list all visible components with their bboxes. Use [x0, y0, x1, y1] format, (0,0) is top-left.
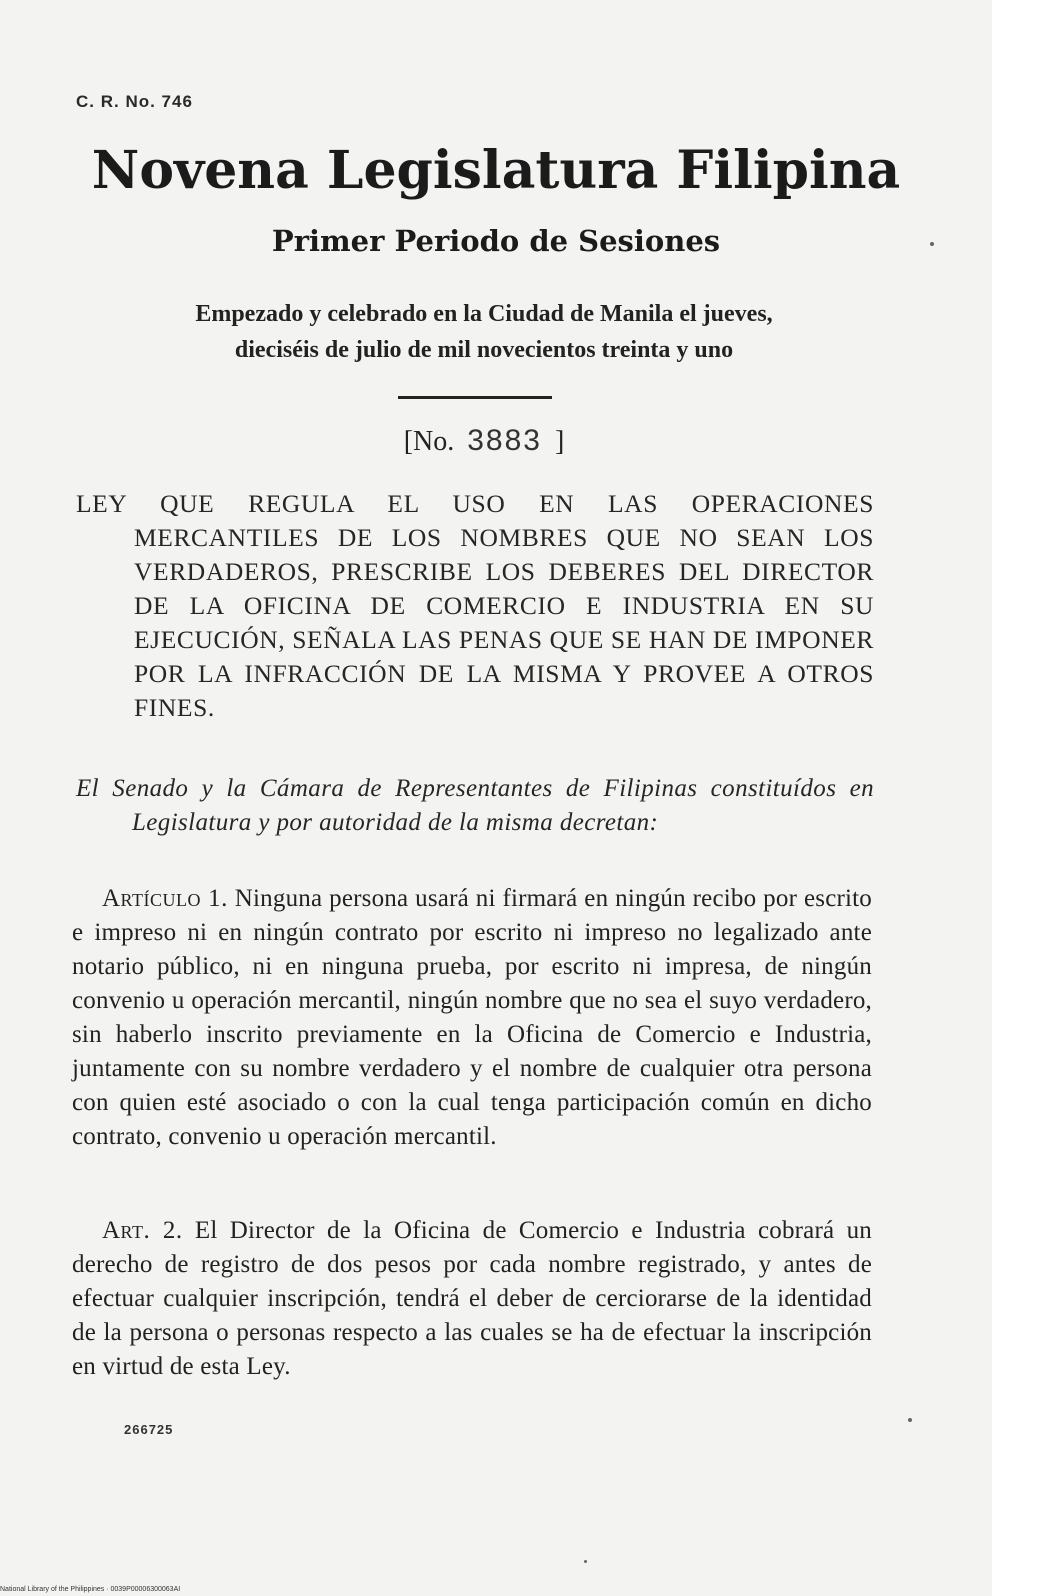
article-2: [72, 1214, 872, 1384]
article-1-label: Artículo 1.: [102, 885, 228, 912]
convened-line-2: dieciséis de julio de mil novecientos treinta y uno: [234, 337, 734, 363]
article-2-label: Art. 2.: [102, 1217, 183, 1244]
law-title: LEY QUE REGULA EL USO EN LAS OPERACIONES MERCANTILES DE LOS NOMBRES QUE NO SEAN LOS VERDADEROS, PRESCRIBE LOS DEBERES DEL DIRECTOR DE LA OFICINA DE COMERCIO E INDUSTRIA EN SU EJECUCIÓN, SEÑALA LAS PENAS QUE SE HAN DE IMPONER POR LA INFRACCIÓN DE LA MISMA Y PROVEE A OTROS FINES.: [76, 489, 874, 722]
scan-margin: [992, 0, 1058, 1596]
print-code: 266725: [124, 1422, 174, 1437]
enacting-clause: El Senado y la Cámara de Representantes de Filipinas constituídos en Legislatura y por autoridad de la misma decretan:: [76, 775, 874, 836]
speck: [930, 242, 934, 246]
legislature-title: Novena Legislatura Filipina: [91, 140, 901, 201]
act-number-suffix: ]: [554, 426, 565, 457]
speck: [908, 1418, 912, 1422]
session-subtitle: Primer Periodo de Sesiones: [271, 224, 721, 258]
article-1: [72, 882, 872, 1154]
act-number: [0, 424, 968, 458]
convened-line-1: Empezado y celebrado en la Ciudad de Manila el jueves,: [195, 301, 773, 327]
act-number-value: 3883: [467, 424, 542, 457]
convened-statement: [0, 296, 968, 368]
divider-rule: [398, 396, 552, 399]
archive-footer: National Library of the Philippines · 0039P00006300063AI: [0, 1586, 181, 1593]
act-number-prefix: [No.: [403, 426, 455, 457]
article-2-text: El Director de la Oficina de Comercio e Industria cobrará un derecho de registro de dos pesos por cada nombre registrado, y antes de efectuar cualquier inscripción, tendrá el deber de cerciorarse de la identidad de la persona o personas respecto a las cuales se ha de efectuar la inscripción en virtud de esta Ley.: [72, 1217, 872, 1380]
speck: [584, 1560, 587, 1563]
cr-number: C. R. No. 746: [76, 92, 193, 111]
article-1-text: Ninguna persona usará ni firmará en ningún recibo por escrito e impreso ni en ningún contrato por escrito ni impreso no legalizado ante notario público, ni en ninguna prueba, por escrito ni impresa, de ningún convenio u operación mercantil, ningún nombre que no sea el suyo verdadero, sin haberlo inscrito previamente en la Oficina de Comercio e Industria, juntamente con su nombre verdadero y el nombre de cualquier otra persona con quien esté asociado o con la cual tenga participación común en dicho contrato, convenio u operación mercantil.: [72, 885, 873, 1150]
